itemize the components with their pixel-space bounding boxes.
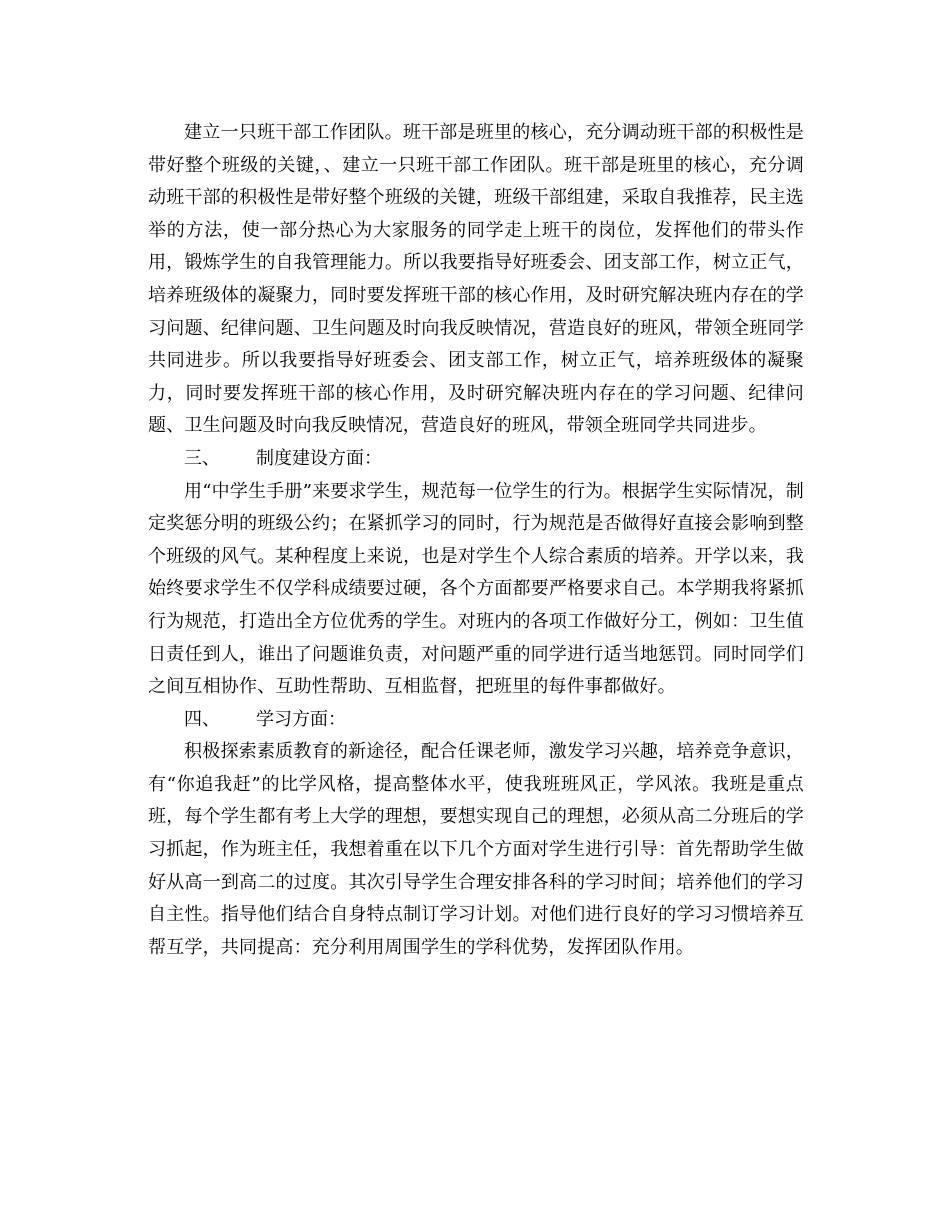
paragraph-class-cadre-team: 建立一只班干部工作团队。班干部是班里的核心，充分调动班干部的积极性是带好整个班级的关键，、建立一只班干部工作团队。班干部是班里的核心，充分调动班干部的积极性是带好整个班级的关键，班级干部组建，采取自我推荐，民主选举的方法，使一部分热心为大家服务的同学走上班干的岗位，发挥他们的带头作用，锻炼学生的自我管理能力。所以我要指导好班委会、团支部工作，树立正气，培养班级体的凝聚力，同时要发挥班干部的核心作用，及时研究解决班内存在的学习问题、纪律问题、卫生问题及时向我反映情况，营造良好的班风，带领全班同学共同进步。所以我要指导好班委会、团支部工作，树立正气，培养班级体的凝聚力，同时要发挥班干部的核心作用，及时研究解决班内存在的学习问题、纪律问题、卫生问题及时向我反映情况，营造良好的班风，带领全班同学共同进步。 [148,122,804,437]
paragraph-study: 积极探索素质教育的新途径，配合任课老师，激发学习兴趣，培养竞争意识，有“你追我赶”的比学风格，提高整体水平，使我班班风正，学风浓。我班是重点班，每个学生都有考上大学的理想，要想实现自己的理想，必须从高二分班后的学习抓起，作为班主任，我想着重在以下几个方面对学生进行引导：首先帮助学生做好从高一到高二的过度。其次引导学生合理安排各科的学习时间；培养他们的学习自主性。指导他们结合自身特点制订学习计划。对他们进行良好的学习习惯培养互帮互学，共同提高：充分利用周围学生的学科优势，发挥团队作用。 [148,741,804,958]
section-heading-system-building [148,443,804,476]
paragraph-system-building: 用“中学生手册”来要求学生，规范每一位学生的行为。根据学生实际情况，制定奖惩分明的班级公约；在紧抓学习的同时，行为规范是否做得好直接会影响到整个班级的风气。某种程度上来说，也是对学生个人综合素质的培养。开学以来，我始终要求学生不仅学科成绩要过硬，各个方面都要严格要求自己。本学期我将紧抓行为规范，打造出全方位优秀的学生。对班内的各项工作做好分工，例如：卫生值日责任到人，谁出了问题谁负责，对问题严重的同学进行适当地惩罚。同时同学们之间互相协作、互助性帮助、互相监督，把班里的每件事都做好。 [148,480,804,698]
section-number: 四、 [184,708,220,730]
section-title: 制度建设方面： [256,447,382,469]
section-number: 三、 [184,447,220,469]
document-page [148,117,804,964]
section-title: 学习方面： [256,708,346,730]
section-heading-study [148,704,804,737]
